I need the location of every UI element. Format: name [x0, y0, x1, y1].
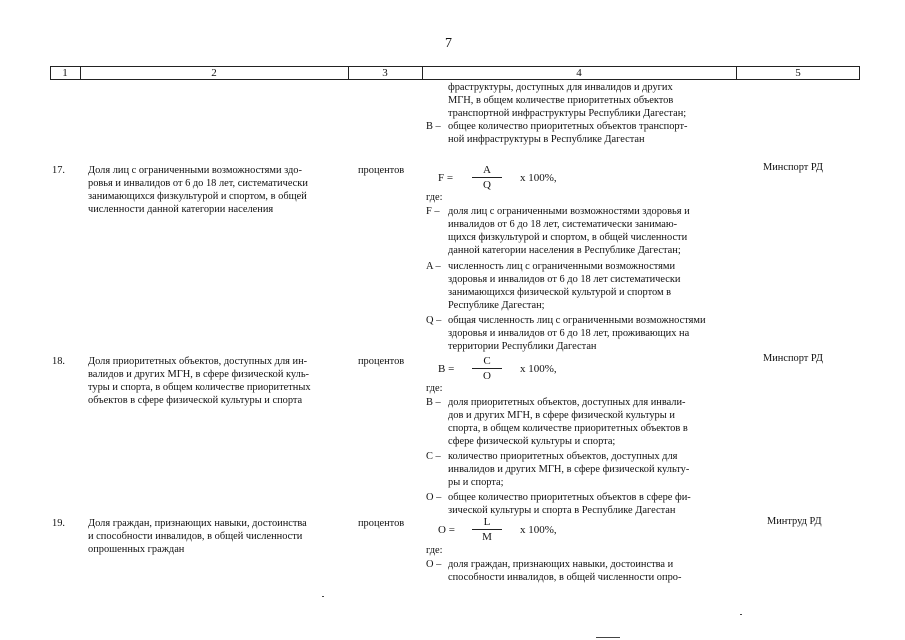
formula — [438, 355, 578, 383]
row-number: 17. — [52, 165, 65, 176]
formula-lhs: F = — [438, 172, 454, 184]
header-col-4: 4 — [576, 67, 582, 79]
indicator-name-line: ровья и инвалидов от 6 до 18 лет, систематически — [88, 178, 308, 189]
responsible-body: Минтруд РД — [767, 516, 822, 527]
definition-line: Республике Дагестан; — [448, 300, 545, 311]
formula-lhs: O = — [438, 524, 455, 536]
header-col-3: 3 — [382, 67, 388, 79]
definition-line: доля приоритетных объектов, доступных для инвали- — [448, 397, 686, 408]
formula-numerator: L — [483, 516, 491, 528]
definition-mark: A – — [426, 261, 441, 272]
definition-mark: F – — [426, 206, 440, 217]
definition-line: инвалидов от 6 до 18 лет, систематически занимаю- — [448, 219, 678, 230]
definition-line: дов и других МГН, в сфере физической культуры и — [448, 410, 675, 421]
unit: процентов — [358, 356, 405, 367]
responsible-body: Минспорт РД — [763, 162, 824, 173]
formula — [438, 516, 578, 544]
indicator-name-line: опрошенных граждан — [88, 544, 185, 555]
definition-line: зической культуры и спорта в Республике Дагестан — [448, 505, 676, 516]
formula-suffix: x 100%, — [520, 172, 557, 184]
formula — [438, 164, 578, 192]
definition-line: количество приоритетных объектов, доступных для — [448, 451, 678, 462]
header-bottom-rule — [50, 79, 860, 80]
scan-speck — [740, 614, 742, 615]
definition-line: способности инвалидов, в общей численности опро- — [448, 572, 682, 583]
scan-speck — [596, 637, 620, 638]
row-number: 19. — [52, 518, 65, 529]
header-col-1: 1 — [62, 67, 68, 79]
formula-numerator: C — [483, 355, 491, 367]
indicator-name-line: объектов в сфере физической культуры и спорта — [88, 395, 303, 406]
definition-mark: B – — [426, 121, 441, 132]
row-number: 18. — [52, 356, 65, 367]
indicator-name-line: численности данной категории населения — [88, 204, 274, 215]
indicator-name-line: Доля лиц с ограниченными возможностями здо- — [88, 165, 302, 176]
definition-line: сфере физической культуры и спорта; — [448, 436, 616, 447]
fraction-bar — [472, 529, 502, 530]
definition-line: здоровья и инвалидов от 6 до 18 лет, проживающих на — [448, 328, 690, 339]
definition-line: численность лиц с ограниченными возможностями — [448, 261, 676, 272]
formula-numerator: A — [483, 164, 491, 176]
definition-line: общее количество приоритетных объектов в сфере фи- — [448, 492, 691, 503]
definition-line: данной категории населения в Республике Дагестан; — [448, 245, 681, 256]
formula-suffix: x 100%, — [520, 363, 557, 375]
definition-line: общая численность лиц с ограниченными возможностями — [448, 315, 706, 326]
definition-line: доля лиц с ограниченными возможностями здоровья и — [448, 206, 690, 217]
definition-mark: Q – — [426, 315, 442, 326]
definition-line: щихся физкультурой и спортом, в общей численности — [448, 232, 688, 243]
formula-lhs: B = — [438, 363, 455, 375]
formula-denominator: M — [482, 531, 492, 543]
header-col-2: 2 — [211, 67, 217, 79]
unit: процентов — [358, 518, 405, 529]
unit: процентов — [358, 165, 405, 176]
definition-mark: O – — [426, 492, 442, 503]
text-line: транспортной инфраструктуры Республики Дагестан; — [448, 108, 687, 119]
indicator-name-line: и способности инвалидов, в общей численности — [88, 531, 303, 542]
text-line: общее количество приоритетных объектов транспорт- — [448, 121, 688, 132]
definition-mark: O – — [426, 559, 442, 570]
definition-mark: B – — [426, 397, 441, 408]
definition-line: доля граждан, признающих навыки, достоинства и — [448, 559, 674, 570]
text-line: ной инфраструктуры в Республике Дагестан — [448, 134, 645, 145]
fraction-bar — [472, 177, 502, 178]
definition-line: территории Республики Дагестан — [448, 341, 597, 352]
indicator-name-line: валидов и других МГН, в сфере физической куль- — [88, 369, 310, 380]
indicator-name-line: Доля граждан, признающих навыки, достоинства — [88, 518, 307, 529]
responsible-body: Минспорт РД — [763, 353, 824, 364]
scan-speck — [322, 596, 324, 597]
indicator-name-line: Доля приоритетных объектов, доступных для ин- — [88, 356, 308, 367]
header-col-5: 5 — [795, 67, 801, 79]
page-number: 7 — [445, 36, 452, 51]
definition-mark: C – — [426, 451, 441, 462]
indicator-name-line: туры и спорта, в общем количестве приоритетных — [88, 382, 311, 393]
formula-denominator: O — [483, 370, 491, 382]
definition-line: инвалидов и других МГН, в сфере физической культу- — [448, 464, 690, 475]
where-label: где: — [426, 545, 443, 556]
definition-line: занимающихся физической культурой и спортом в — [448, 287, 672, 298]
formula-denominator: Q — [483, 179, 491, 191]
indicator-name-line: занимающихся физкультурой и спортом, в общей — [88, 191, 307, 202]
fraction-bar — [472, 368, 502, 369]
definition-line: ры и спорта; — [448, 477, 504, 488]
where-label: где: — [426, 192, 443, 203]
text-line: фраструктуры, доступных для инвалидов и других — [448, 82, 673, 93]
definition-line: спорта, в общем количестве приоритетных объектов в — [448, 423, 688, 434]
text-line: МГН, в общем количестве приоритетных объектов — [448, 95, 674, 106]
where-label: где: — [426, 383, 443, 394]
definition-line: здоровья и инвалидов от 6 до 18 лет систематически — [448, 274, 681, 285]
formula-suffix: x 100%, — [520, 524, 557, 536]
